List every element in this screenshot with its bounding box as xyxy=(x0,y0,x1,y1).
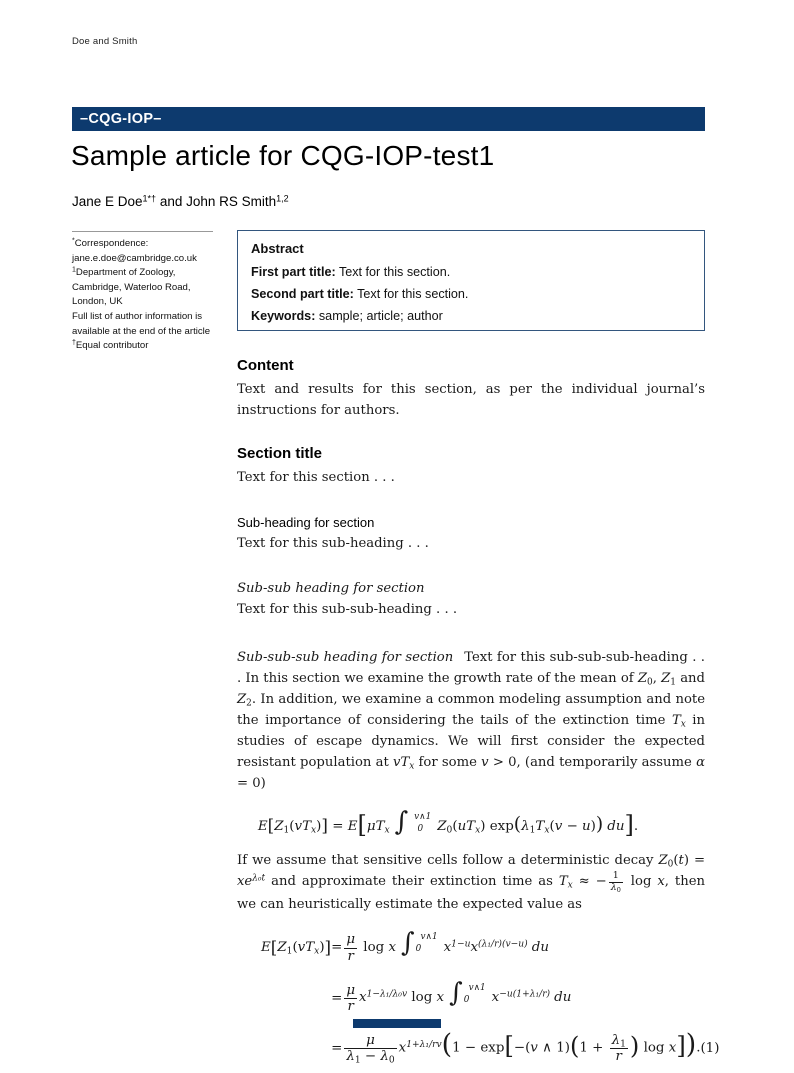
sidebar-line: $^1$Department of Zoology, xyxy=(72,266,176,279)
sidebar-line: Cambridge, Waterloo Road, xyxy=(72,281,191,293)
abstract-row-text: sample; article; author xyxy=(315,309,443,323)
section-heading: Section title xyxy=(237,445,323,462)
footer-bar xyxy=(353,1019,441,1028)
abstract-row-label: Keywords: xyxy=(251,309,316,323)
article-body xyxy=(237,357,720,1073)
equation-rhs: $\frac{\mu}{\lambda_1 - \lambda_0}$ $x^{1+\lambda_1/rv}(1 - \exp[-(v$ ∧ 1)(1 + $\frac{\lambda_1}{r}$ ) log x]). xyxy=(346,1029,701,1066)
abstract-row xyxy=(251,265,691,279)
sidebar-line: *Correspondence: xyxy=(72,237,149,249)
paragraph-with-math: If we assume that sensitive cells follow a deterministic decay $Z_0(t) = xe^{\lambda_0t}$ and approximate their extinction time as $T_x$ ≈ − $\frac{1}{\lambda_0}$ log x, then we can heuristically estimate the expected value as xyxy=(237,852,706,912)
authors-line xyxy=(72,194,289,209)
sidebar-line: Full list of author information is xyxy=(72,310,203,322)
sidebar-line: London, UK xyxy=(72,296,123,308)
author-2-marks: 1,2 xyxy=(276,193,289,204)
journal-banner xyxy=(72,107,705,131)
correspondence-block xyxy=(72,231,213,354)
abstract-row-label: First part title: xyxy=(251,265,336,279)
sidebar-line: †Equal contributor xyxy=(72,339,149,352)
subsubsection-paragraph: Text for this sub-sub-heading . . . xyxy=(237,602,458,617)
running-head: Doe and Smith xyxy=(72,36,138,47)
sidebar-line: available at the end of the article xyxy=(72,325,211,337)
equation-row xyxy=(237,973,719,1024)
paragraph-with-math xyxy=(237,647,705,794)
display-equation: $E[Z_1(vT_x)] = E[\mu T_x$ ∫ v∧1 0 $Z_0(uT_x) \exp(\lambda_1T_x(v - u))$ du]. xyxy=(257,807,639,839)
abstract-row-text: Text for this section. xyxy=(353,287,469,301)
equation-rhs: $\frac{\mu}{r}$ $x^{1-\lambda_1/\lambda_0v}$ log x ∫ v∧1 0 $x^{-u(1+\lambda_1/r)}$ du xyxy=(346,978,572,1015)
equals-sign: = xyxy=(331,990,343,1006)
abstract-row xyxy=(251,287,691,301)
equation-lhs: $E[Z_1(vT_x)]$ xyxy=(261,936,332,958)
journal-banner-label: –CQG-IOP– xyxy=(80,111,162,127)
subsubsection-heading: Sub-sub heading for section xyxy=(237,581,425,596)
equation-number: (1) xyxy=(700,1041,720,1057)
author-1-marks: 1*† xyxy=(142,193,157,204)
subsection-heading: Sub-heading for section xyxy=(237,515,375,530)
content-paragraph: Text and results for this section, as per the individual journal’s instructions for authors. xyxy=(237,382,705,418)
abstract-row xyxy=(251,309,691,323)
paragraph-math-text: Text for this sub-sub-sub-heading . . . In this section we examine the growth rate of the mean of $Z_0$, $Z_1$ and $Z_2$. In addition, we examine a common modeling assumption and note the importance of considering the tails of the extinction time $T_x$ in studies of escape dynamics. We will first consider the expected resistant population at $vT_x$ for some v > 0, (and temporarily assume α = 0) xyxy=(237,650,706,791)
paragraph-run-in-heading: Sub-sub-sub heading for section xyxy=(237,650,454,665)
equals-sign: = xyxy=(331,1041,343,1057)
content-heading: Content xyxy=(237,357,294,374)
sidebar-line-email: jane.e.doe@cambridge.co.uk xyxy=(72,252,197,264)
abstract-row-text: Text for this section. xyxy=(335,265,451,279)
equation-row xyxy=(237,923,719,974)
section-paragraph: Text for this section . . . xyxy=(237,470,395,485)
abstract-heading: Abstract xyxy=(251,241,304,256)
author-1: Jane E Doe xyxy=(72,194,143,209)
equation-rhs: $\frac{\mu}{r}$ log x ∫ v∧1 0 $x^{1-u}x^{(\lambda_1/r)(v-u)}$ du xyxy=(346,927,549,964)
numbered-equation-block xyxy=(237,923,719,1073)
page-title: Sample article for CQG-IOP-test1 xyxy=(71,140,495,171)
authors-separator: and xyxy=(156,194,187,209)
author-2: John RS Smith xyxy=(186,194,277,209)
equation-row xyxy=(237,1024,719,1073)
subsection-paragraph: Text for this sub-heading . . . xyxy=(237,536,429,551)
abstract-row-label: Second part title: xyxy=(251,287,354,301)
equals-sign: = xyxy=(331,940,343,956)
abstract-box xyxy=(237,230,705,331)
